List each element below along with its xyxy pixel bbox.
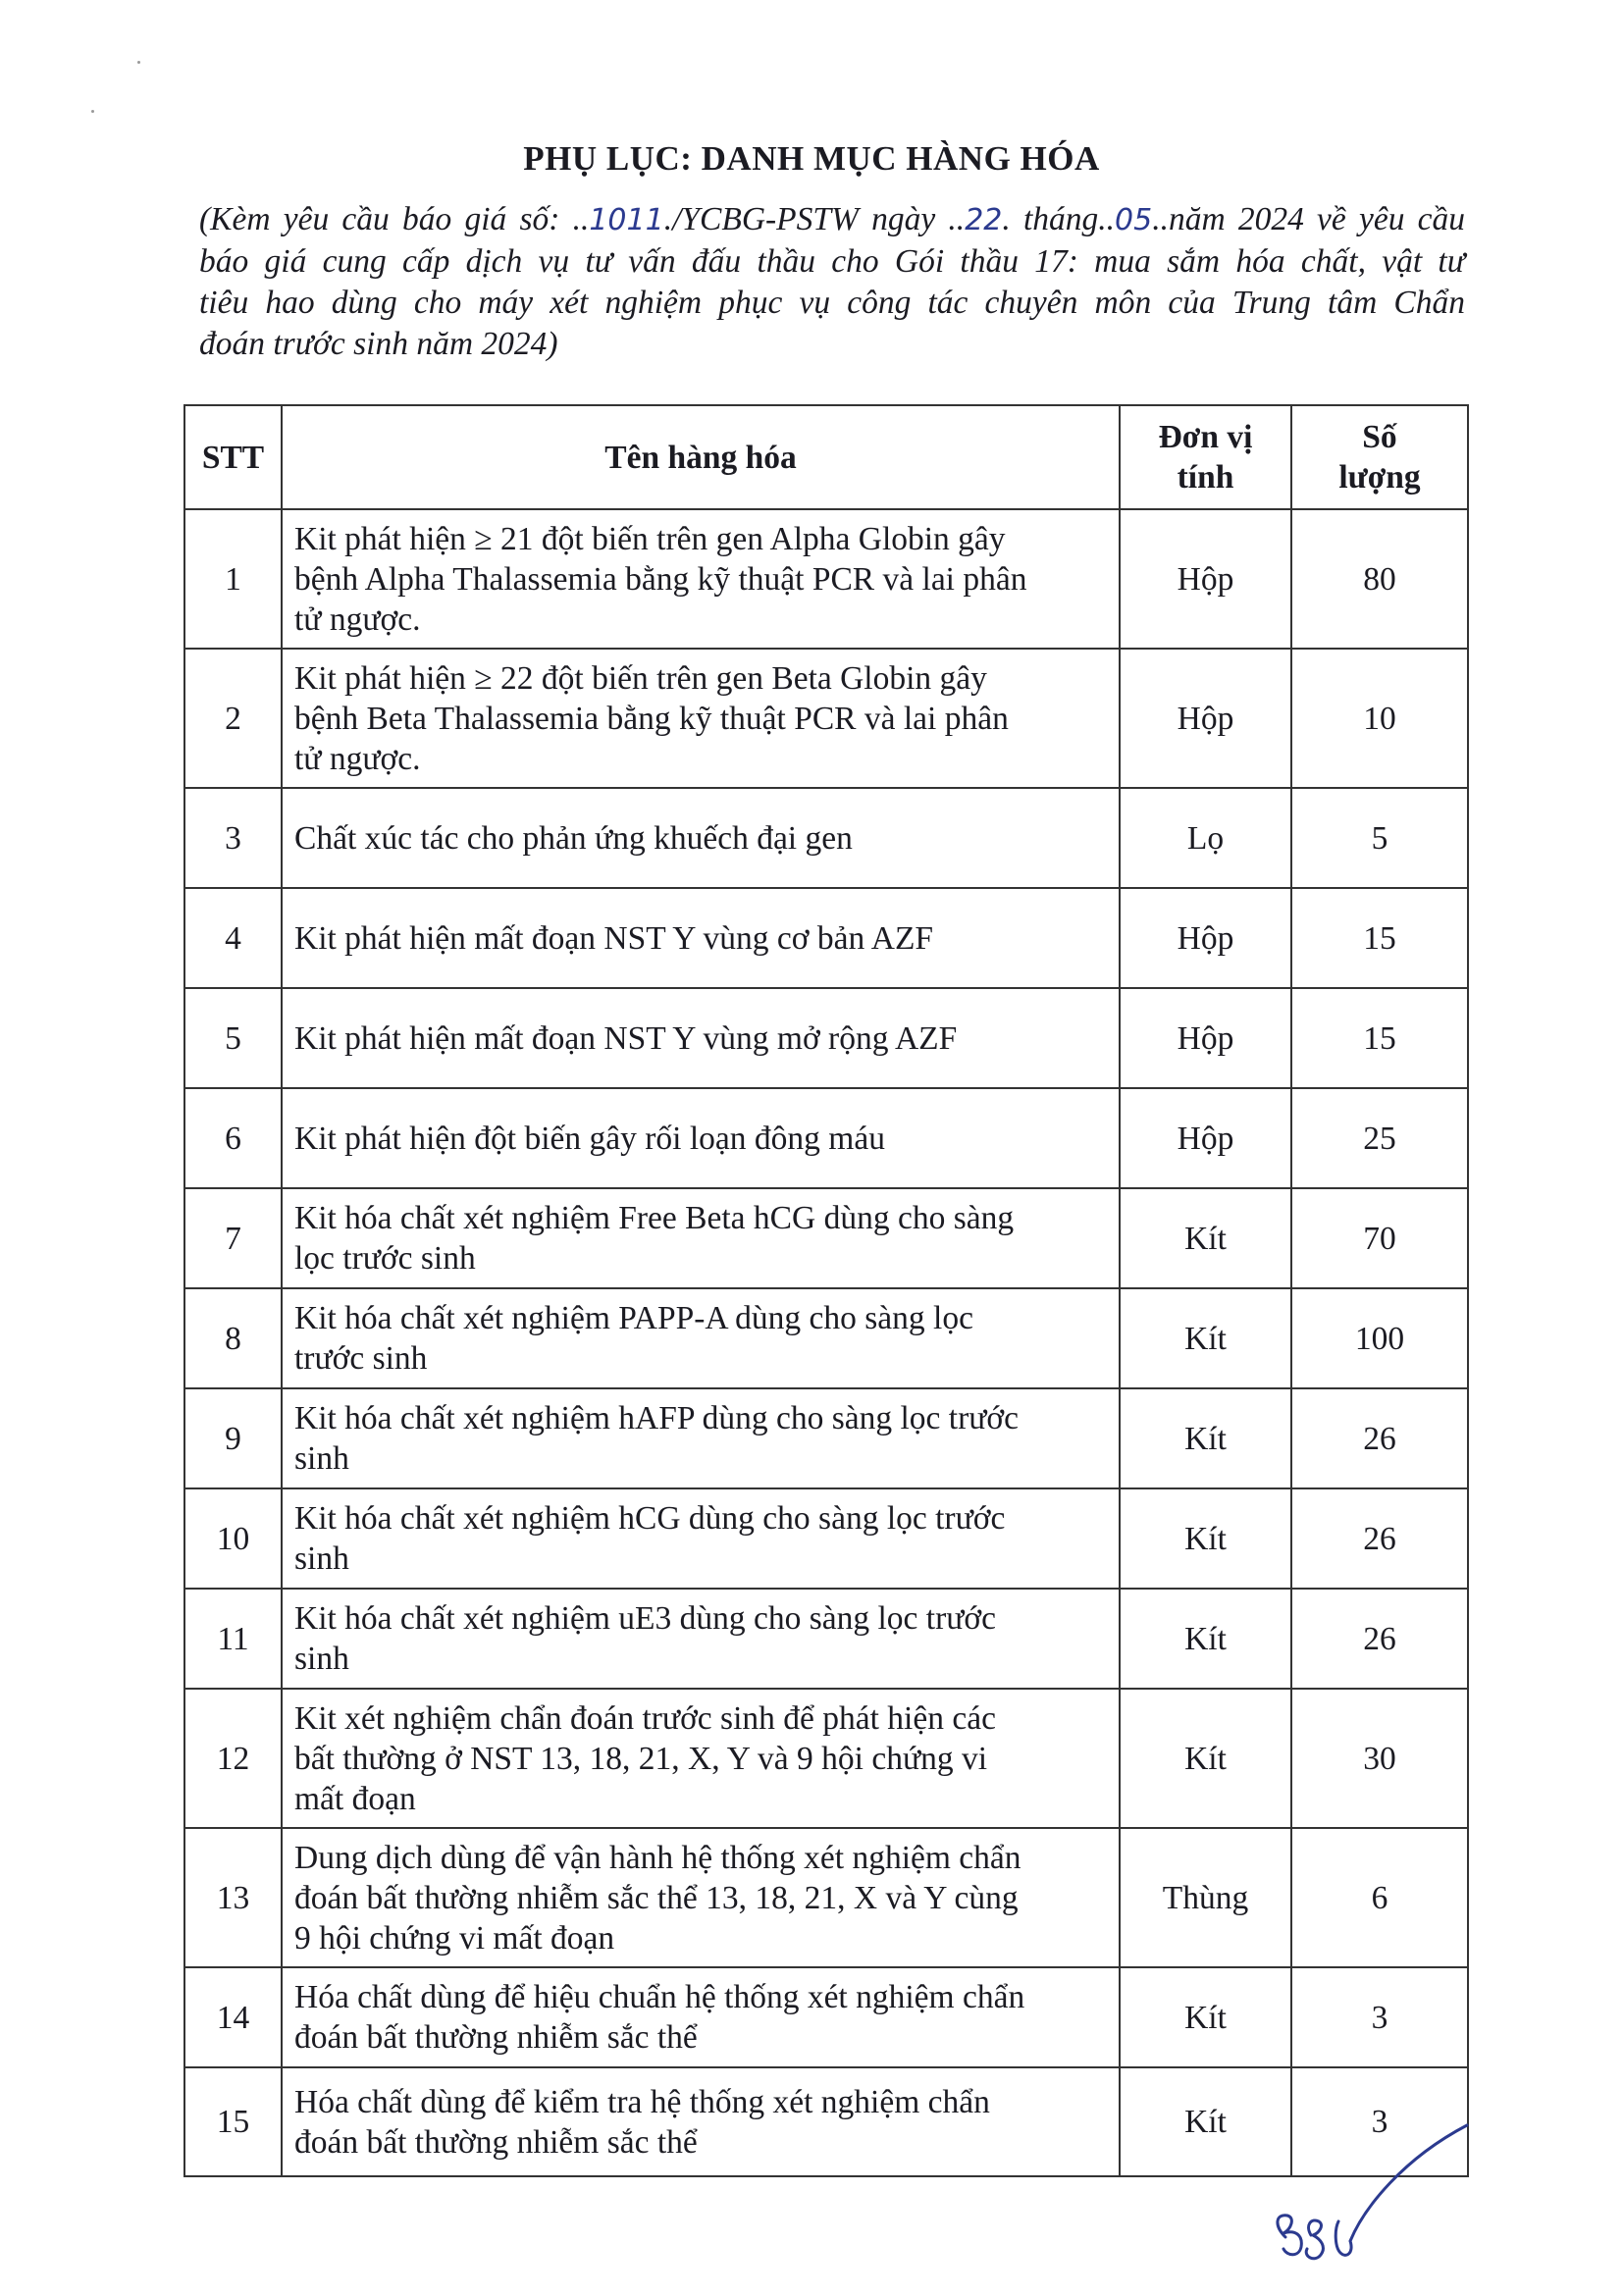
item-name-line: Kit hóa chất xét nghiệm hCG dùng cho sàng lọc trước — [294, 1500, 1006, 1537]
row-quantity: 26 — [1291, 1488, 1468, 1589]
item-name-line: Kit phát hiện ≥ 22 đột biến trên gen Beta Globin gây — [294, 659, 987, 697]
header-stt: STT — [184, 405, 282, 509]
note-text: ..năm 2024 về yêu cầu — [1152, 201, 1466, 237]
row-quantity: 80 — [1291, 509, 1468, 649]
row-stt: 14 — [184, 1967, 282, 2067]
table-row — [184, 1689, 1468, 1828]
row-unit: Kít — [1120, 2067, 1291, 2176]
row-quantity: 3 — [1291, 1967, 1468, 2067]
note-line-1 — [199, 199, 1465, 241]
note-line-4: đoán trước sinh năm 2024) — [199, 326, 558, 362]
table-row — [184, 1388, 1468, 1488]
table-row — [184, 1589, 1468, 1689]
item-name-line: bất thường ở NST 13, 18, 21, X, Y và 9 hội chứng vi — [294, 1740, 988, 1777]
row-unit: Kít — [1120, 1188, 1291, 1288]
row-stt: 3 — [184, 788, 282, 888]
note-line-2: báo giá cung cấp dịch vụ tư vấn đấu thầu cho Gói thầu 17: mua sắm hóa chất, vật tư — [199, 243, 1465, 280]
item-name-line: Kit hóa chất xét nghiệm hAFP dùng cho sàng lọc trước — [294, 1400, 1019, 1436]
row-quantity: 15 — [1291, 988, 1468, 1088]
header-unit-line-2: tính — [1177, 459, 1234, 496]
row-unit: Kít — [1120, 1288, 1291, 1388]
table-row — [184, 1828, 1468, 1967]
table-row — [184, 1088, 1468, 1188]
table-row — [184, 988, 1468, 1088]
item-name-line: bệnh Alpha Thalassemia bằng kỹ thuật PCR và lai phân — [294, 560, 1027, 598]
row-unit: Hộp — [1120, 509, 1291, 649]
row-quantity: 3 — [1291, 2067, 1468, 2176]
page-title: PHỤ LỤC: DANH MỤC HÀNG HÓA — [523, 139, 1100, 178]
row-unit: Hộp — [1120, 988, 1291, 1088]
row-unit: Hộp — [1120, 1088, 1291, 1188]
item-name-line: Hóa chất dùng để hiệu chuẩn hệ thống xét nghiệm chẩn — [294, 1979, 1025, 2015]
row-item-name — [282, 1967, 1120, 2067]
item-name-line: đoán bất thường nhiễm sắc thể 13, 18, 21, X và Y cùng — [294, 1879, 1019, 1916]
item-name-line: Kit phát hiện mất đoạn NST Y vùng cơ bản AZF — [294, 919, 934, 957]
row-quantity: 70 — [1291, 1188, 1468, 1288]
row-unit: Kít — [1120, 1488, 1291, 1589]
header-qty-line-1: Số — [1362, 419, 1397, 455]
item-name-line: mất đoạn — [294, 1780, 416, 1817]
row-item-name — [282, 2067, 1120, 2176]
row-item-name — [282, 988, 1120, 1088]
row-quantity: 30 — [1291, 1689, 1468, 1828]
handwritten-day: 22 — [965, 203, 1003, 237]
row-item-name — [282, 649, 1120, 788]
table-row — [184, 1967, 1468, 2067]
row-item-name — [282, 1188, 1120, 1288]
row-unit: Kít — [1120, 1967, 1291, 2067]
row-item-name — [282, 1689, 1120, 1828]
item-name-line: Kit xét nghiệm chẩn đoán trước sinh để phát hiện các — [294, 1699, 996, 1737]
row-stt: 8 — [184, 1288, 282, 1388]
row-quantity: 25 — [1291, 1088, 1468, 1188]
item-name-line: đoán bất thường nhiễm sắc thể — [294, 2019, 698, 2056]
row-stt: 9 — [184, 1388, 282, 1488]
goods-table — [183, 404, 1469, 2177]
note-line-3: tiêu hao dùng cho máy xét nghiệm phục vụ công tác chuyên môn của Trung tâm Chẩn — [199, 285, 1465, 321]
row-item-name — [282, 1828, 1120, 1967]
row-unit: Lọ — [1120, 788, 1291, 888]
header-unit — [1120, 405, 1291, 509]
row-unit: Hộp — [1120, 649, 1291, 788]
item-name-line: Kit phát hiện ≥ 21 đột biến trên gen Alpha Globin gây — [294, 520, 1006, 557]
table-row — [184, 788, 1468, 888]
table-row — [184, 888, 1468, 988]
item-name-line: Kit hóa chất xét nghiệm Free Beta hCG dùng cho sàng — [294, 1200, 1015, 1236]
row-stt: 15 — [184, 2067, 282, 2176]
row-stt: 10 — [184, 1488, 282, 1589]
scan-speck — [137, 61, 140, 64]
row-quantity: 15 — [1291, 888, 1468, 988]
note-text: ./YCBG-PSTW ngày .. — [663, 201, 966, 237]
item-name-line: tử ngược. — [294, 740, 421, 777]
header-name: Tên hàng hóa — [282, 405, 1120, 509]
item-name-line: Kit phát hiện mất đoạn NST Y vùng mở rộng AZF — [294, 1019, 958, 1057]
table-body — [184, 509, 1468, 2176]
header-qty — [1291, 405, 1468, 509]
row-item-name — [282, 1589, 1120, 1689]
row-stt: 2 — [184, 649, 282, 788]
row-stt: 5 — [184, 988, 282, 1088]
row-item-name — [282, 888, 1120, 988]
item-name-line: Kit phát hiện đột biến gây rối loạn đông máu — [294, 1120, 885, 1157]
row-quantity: 100 — [1291, 1288, 1468, 1388]
row-quantity: 26 — [1291, 1388, 1468, 1488]
item-name-line: sinh — [294, 1440, 349, 1477]
reference-note — [199, 199, 1465, 365]
row-stt: 7 — [184, 1188, 282, 1288]
handwritten-number: 1011 — [589, 203, 664, 237]
table-row — [184, 1188, 1468, 1288]
item-name-line: trước sinh — [294, 1340, 428, 1377]
note-text: . tháng.. — [1002, 201, 1116, 237]
item-name-line: đoán bất thường nhiễm sắc thể — [294, 2123, 698, 2161]
header-qty-line-2: lượng — [1338, 459, 1421, 496]
row-item-name — [282, 1388, 1120, 1488]
item-name-line: sinh — [294, 1641, 349, 1677]
row-quantity: 5 — [1291, 788, 1468, 888]
table-row — [184, 1288, 1468, 1388]
handwritten-initials-signature — [1256, 2119, 1472, 2286]
row-stt: 11 — [184, 1589, 282, 1689]
row-item-name — [282, 1288, 1120, 1388]
row-unit: Kít — [1120, 1388, 1291, 1488]
item-name-line: sinh — [294, 1540, 349, 1577]
table-row — [184, 1488, 1468, 1589]
table-header-row — [184, 405, 1468, 509]
row-stt: 13 — [184, 1828, 282, 1967]
item-name-line: Kit hóa chất xét nghiệm uE3 dùng cho sàng lọc trước — [294, 1600, 996, 1637]
row-item-name — [282, 509, 1120, 649]
row-stt: 12 — [184, 1689, 282, 1828]
item-name-line: Kit hóa chất xét nghiệm PAPP-A dùng cho sàng lọc — [294, 1300, 973, 1336]
header-unit-line-1: Đơn vị — [1158, 419, 1253, 455]
row-unit: Kít — [1120, 1689, 1291, 1828]
row-quantity: 26 — [1291, 1589, 1468, 1689]
item-name-line: Chất xúc tác cho phản ứng khuếch đại gen — [294, 819, 853, 857]
scan-speck — [91, 110, 94, 113]
item-name-line: tử ngược. — [294, 600, 421, 638]
row-stt: 4 — [184, 888, 282, 988]
table-row — [184, 649, 1468, 788]
row-quantity: 10 — [1291, 649, 1468, 788]
item-name-line: bệnh Beta Thalassemia bằng kỹ thuật PCR và lai phân — [294, 700, 1009, 737]
row-item-name — [282, 1488, 1120, 1589]
item-name-line: 9 hội chứng vi mất đoạn — [294, 1919, 615, 1957]
item-name-line: Dung dịch dùng để vận hành hệ thống xét nghiệm chẩn — [294, 1839, 1021, 1876]
handwritten-month: 05 — [1115, 203, 1153, 237]
row-quantity: 6 — [1291, 1828, 1468, 1967]
row-stt: 6 — [184, 1088, 282, 1188]
note-text: (Kèm yêu cầu báo giá số: .. — [199, 201, 590, 237]
row-unit: Thùng — [1120, 1828, 1291, 1967]
row-unit: Kít — [1120, 1589, 1291, 1689]
row-unit: Hộp — [1120, 888, 1291, 988]
row-item-name — [282, 788, 1120, 888]
item-name-line: lọc trước sinh — [294, 1240, 476, 1277]
table-row — [184, 509, 1468, 649]
row-stt: 1 — [184, 509, 282, 649]
row-item-name — [282, 1088, 1120, 1188]
item-name-line: Hóa chất dùng để kiểm tra hệ thống xét nghiệm chẩn — [294, 2083, 990, 2120]
